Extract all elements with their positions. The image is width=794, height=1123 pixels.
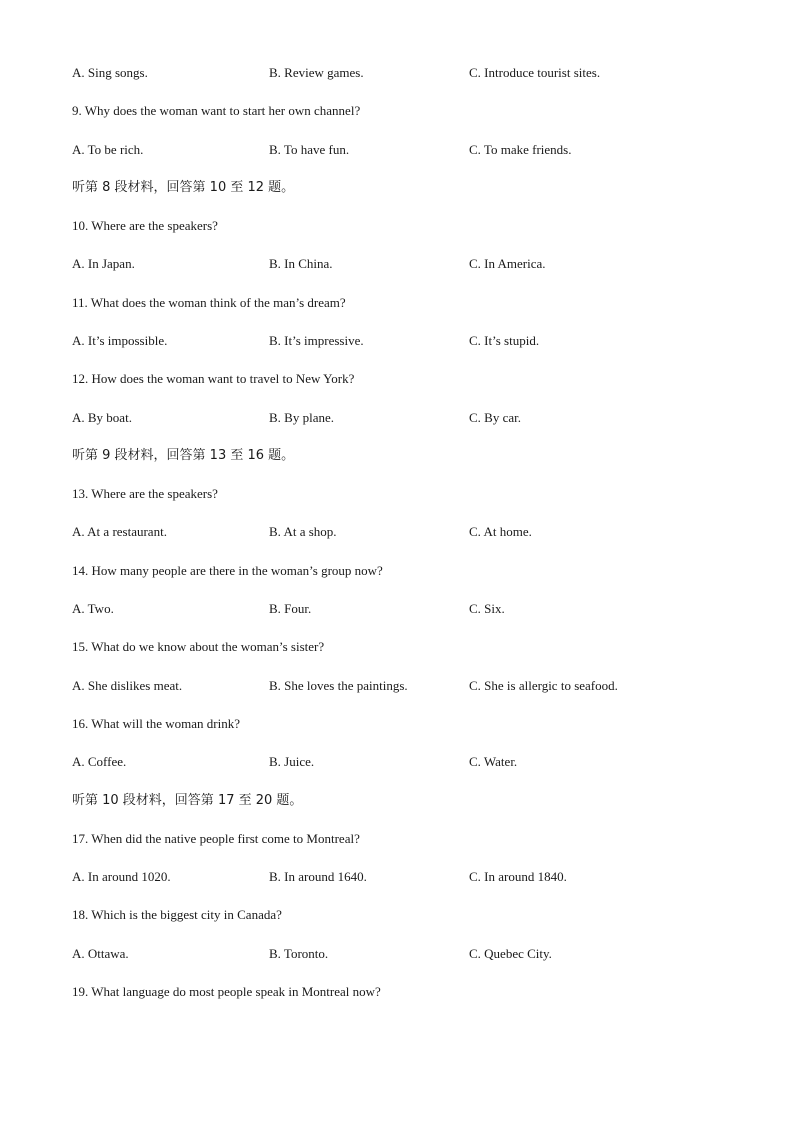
option-b: B. By plane.	[269, 410, 334, 425]
option-a: A. Sing songs.	[72, 65, 148, 80]
option-b: B. At a shop.	[269, 524, 337, 539]
option-b: B. Four.	[269, 601, 312, 616]
option-a: A. To be rich.	[72, 142, 144, 157]
option-c: C. In around 1840.	[469, 869, 567, 884]
option-a: A. At a restaurant.	[72, 524, 167, 539]
option-c: C. To make friends.	[469, 142, 572, 157]
question-9: 9. Why does the woman want to start her own channel?	[72, 103, 361, 118]
option-c: C. At home.	[469, 524, 532, 539]
option-c: C. Water.	[469, 754, 518, 769]
option-c: C. In America.	[469, 256, 546, 271]
option-b: B. In China.	[269, 256, 333, 271]
option-c: C. By car.	[469, 410, 521, 425]
section-heading-8: 听第 8 段材料，回答第 10 至 12 题。	[72, 180, 295, 195]
question-14: 14. How many people are there in the woman’s group now?	[72, 563, 383, 578]
question-18: 18. Which is the biggest city in Canada?	[72, 907, 282, 922]
option-b: B. She loves the paintings.	[269, 678, 408, 693]
option-a: A. Ottawa.	[72, 946, 129, 961]
option-b: B. It’s impressive.	[269, 333, 364, 348]
option-a: A. In Japan.	[72, 256, 135, 271]
question-17: 17. When did the native people first come to Montreal?	[72, 831, 360, 846]
option-a: A. In around 1020.	[72, 869, 171, 884]
question-12: 12. How does the woman want to travel to New York?	[72, 371, 355, 386]
option-a: A. By boat.	[72, 410, 132, 425]
option-a: A. It’s impossible.	[72, 333, 168, 348]
option-b: B. Toronto.	[269, 946, 329, 961]
question-13: 13. Where are the speakers?	[72, 486, 218, 501]
option-c: C. Quebec City.	[469, 946, 552, 961]
option-c: C. She is allergic to seafood.	[469, 678, 618, 693]
option-b: B. To have fun.	[269, 142, 350, 157]
option-c: C. It’s stupid.	[469, 333, 540, 348]
section-heading-9: 听第 9 段材料，回答第 13 至 16 题。	[72, 448, 295, 463]
option-c: C. Six.	[469, 601, 505, 616]
option-a: A. Two.	[72, 601, 114, 616]
question-16: 16. What will the woman drink?	[72, 716, 241, 731]
question-15: 15. What do we know about the woman’s sister?	[72, 639, 325, 654]
option-b: B. Juice.	[269, 754, 315, 769]
question-19: 19. What language do most people speak in Montreal now?	[72, 984, 381, 999]
option-c: C. Introduce tourist sites.	[469, 65, 601, 80]
section-heading-10: 听第 10 段材料，回答第 17 至 20 题。	[72, 793, 303, 808]
option-a: A. Coffee.	[72, 754, 127, 769]
option-b: B. Review games.	[269, 65, 364, 80]
question-11: 11. What does the woman think of the man’s dream?	[72, 295, 346, 310]
option-b: B. In around 1640.	[269, 869, 367, 884]
question-10: 10. Where are the speakers?	[72, 218, 218, 233]
option-a: A. She dislikes meat.	[72, 678, 183, 693]
